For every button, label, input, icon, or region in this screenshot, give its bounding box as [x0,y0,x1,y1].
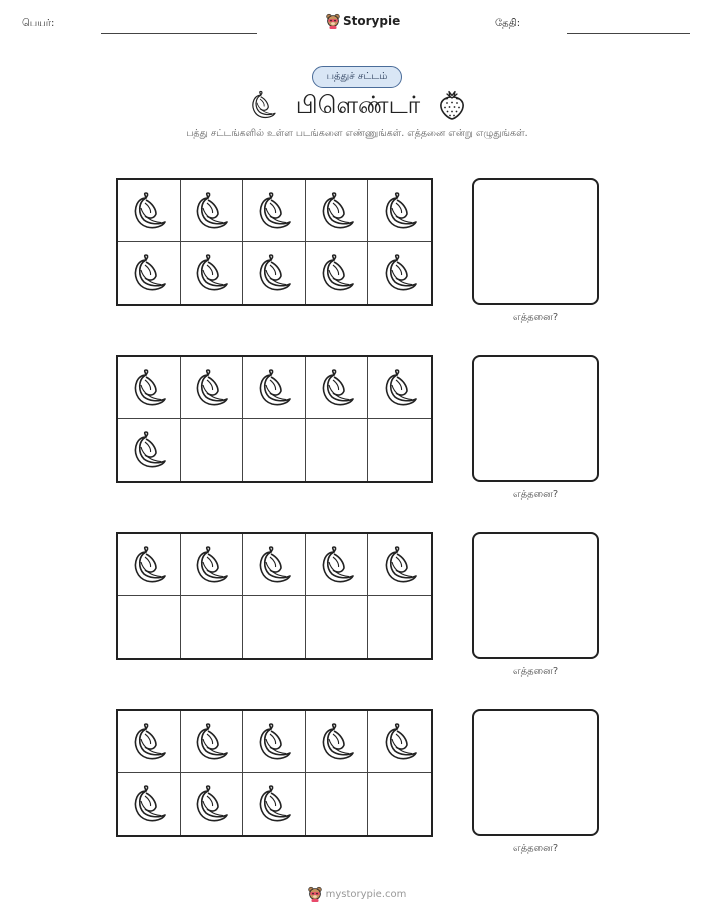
frame-cell [368,419,431,481]
frame-cell [118,419,181,481]
frame-cell [118,773,181,835]
frame-cell [118,357,181,419]
banana-icon [129,191,169,231]
frame-cell [243,596,306,658]
banana-icon [254,784,294,824]
frame-cell [368,711,431,773]
frame-cell [368,596,431,658]
banana-icon [317,722,357,762]
banana-icon [191,784,231,824]
banana-icon [191,722,231,762]
frame-cell [306,419,369,481]
banana-icon [129,253,169,293]
banana-icon [317,545,357,585]
strawberry-icon [438,90,466,120]
frame-cell [368,180,431,242]
banana-icon [380,722,420,762]
banana-icon [129,545,169,585]
banana-icon [380,545,420,585]
worksheet-title: பிளெண்டர் [295,91,421,119]
frame-cell [181,419,244,481]
banana-icon [317,253,357,293]
banana-icon [129,368,169,408]
name-label: பெயர்: [22,18,55,29]
how-many-label-2: எத்தனை? [512,489,559,500]
frame-cell [306,773,369,835]
frame-cell [181,357,244,419]
frame-cell [118,596,181,658]
banana-icon [129,722,169,762]
banana-icon [380,191,420,231]
banana-icon [191,368,231,408]
banana-icon [129,784,169,824]
banana-icon [191,545,231,585]
banana-icon [191,253,231,293]
banana-icon [317,368,357,408]
brand-name: Storypie [343,14,401,28]
frame-cell [181,773,244,835]
frame-cell [243,242,306,304]
banana-icon [254,253,294,293]
frame-cell [181,180,244,242]
frame-cell [306,534,369,596]
frame-cell [118,711,181,773]
frame-cell [306,711,369,773]
ten-frame-badge: பத்துச் சட்டம் [312,66,402,88]
frame-cell [118,180,181,242]
answer-box-1[interactable] [472,178,599,305]
frame-cell [368,534,431,596]
banana-icon [191,191,231,231]
bear-mascot-icon [308,886,322,902]
ten-frame-3 [116,532,433,660]
frame-cell [243,357,306,419]
how-many-label-3: எத்தனை? [512,666,559,677]
banana-icon [317,191,357,231]
frame-cell [118,242,181,304]
frame-cell [306,242,369,304]
banana-icon [254,368,294,408]
frame-cell [243,534,306,596]
brand-logo [326,13,400,29]
frame-cell [181,596,244,658]
banana-icon [254,545,294,585]
title-row [0,88,714,122]
answer-box-2[interactable] [472,355,599,482]
frame-cell [243,419,306,481]
name-line[interactable] [101,33,257,34]
answer-box-4[interactable] [472,709,599,836]
banana-icon [380,368,420,408]
frame-cell [306,180,369,242]
frame-cell [181,534,244,596]
frame-cell [243,711,306,773]
frame-cell [368,357,431,419]
banana-icon [248,90,278,120]
ten-frame-2 [116,355,433,483]
bear-mascot-icon [326,13,340,29]
date-label: தேதி: [495,18,521,29]
frame-cell [368,242,431,304]
frame-cell [368,773,431,835]
banana-icon [380,253,420,293]
frame-cell [306,596,369,658]
date-line[interactable] [567,33,690,34]
frame-cell [243,773,306,835]
answer-box-3[interactable] [472,532,599,659]
ten-frame-4 [116,709,433,837]
banana-icon [129,430,169,470]
instructions: பத்து சட்டங்களில் உள்ள படங்களை எண்ணுங்கள். எத்தனை என்று எழுதுங்கள். [186,128,528,139]
frame-cell [181,711,244,773]
footer-site: mystorypie.com [325,888,407,900]
frame-cell [306,357,369,419]
banana-icon [254,191,294,231]
frame-cell [243,180,306,242]
ten-frame-1 [116,178,433,306]
footer [0,886,714,902]
banana-icon [254,722,294,762]
frame-cell [118,534,181,596]
frame-cell [181,242,244,304]
how-many-label-4: எத்தனை? [512,843,559,854]
how-many-label-1: எத்தனை? [512,312,559,323]
